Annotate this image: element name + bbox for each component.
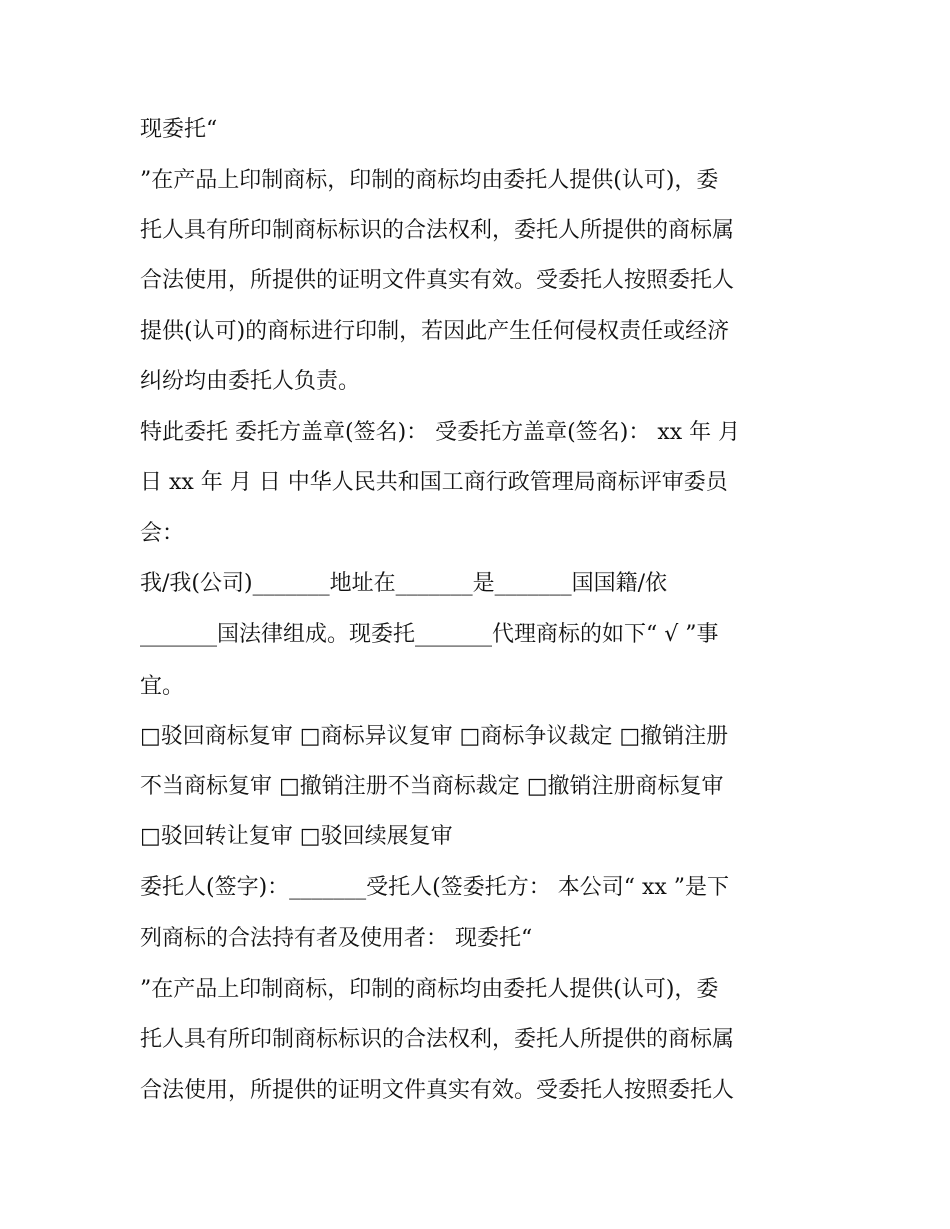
text-line: 宜。: [140, 674, 185, 699]
text-line: 托人具有所印制商标标识的合法权利，委托人所提供的商标属: [140, 218, 735, 243]
text-line: ”在产品上印制商标，印制的商标均由委托人提供(认可)，委: [140, 168, 719, 193]
text-line: 会：: [140, 521, 185, 546]
text-line: □驳回商标复审 □商标异议复审 □商标争议裁定 □撤销注册: [140, 724, 729, 749]
text-line: 委托人(签字)：_______受托人(签委托方： 本公司“ xx ”是下: [140, 875, 730, 900]
text-line: 合法使用，所提供的证明文件真实有效。受委托人按照委托人: [140, 268, 735, 293]
text-line: ”在产品上印制商标，印制的商标均由委托人提供(认可)，委: [140, 977, 719, 1002]
text-line: 不当商标复审 □撤销注册不当商标裁定 □撤销注册商标复审: [140, 774, 724, 799]
text-line: _______国法律组成。现委托_______代理商标的如下“ √ ”事: [140, 622, 719, 647]
text-line: 提供(认可)的商标进行印制，若因此产生任何侵权责任或经济: [140, 319, 730, 344]
text-line: 我/我(公司)_______地址在_______是_______国国籍/依: [140, 571, 667, 596]
text-line: 托人具有所印制商标标识的合法权利，委托人所提供的商标属: [140, 1027, 735, 1052]
text-line: 列商标的合法持有者及使用者： 现委托“: [140, 926, 533, 951]
text-line: 合法使用，所提供的证明文件真实有效。受委托人按照委托人: [140, 1078, 735, 1103]
text-line: 现委托“: [140, 117, 218, 142]
text-line: 特此委托 委托方盖章(签名)： 受委托方盖章(签名)： xx 年 月: [140, 420, 741, 445]
text-line: 日 xx 年 月 日 中华人民共和国工商行政管理局商标评审委员: [140, 470, 728, 495]
text-line: 纠纷均由委托人负责。: [140, 369, 361, 394]
text-line: □驳回转让复审 □驳回续展复审: [140, 824, 453, 849]
